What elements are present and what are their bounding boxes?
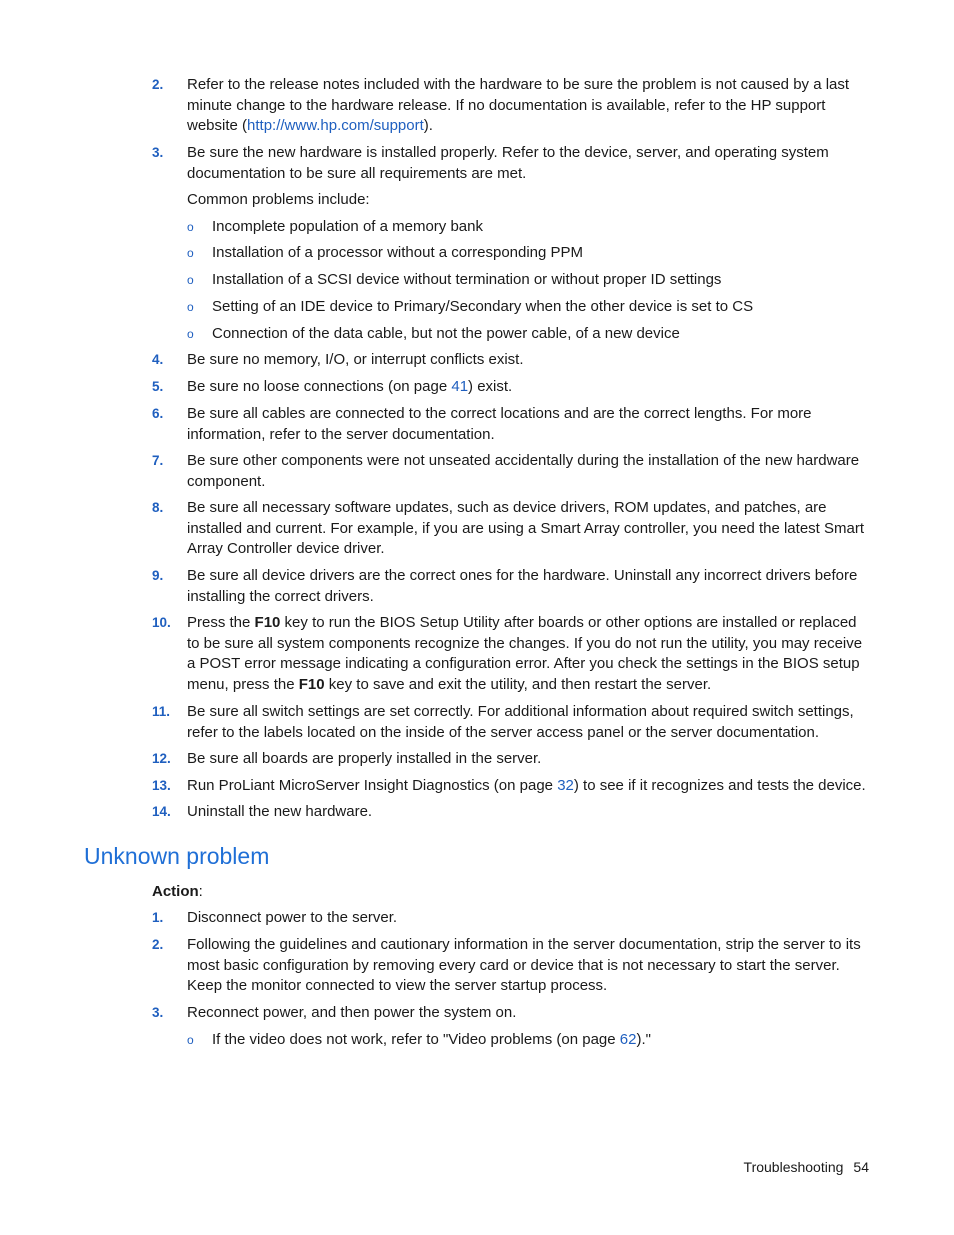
step-text: Be sure all device drivers are the correct ones for the hardware. Uninstall any incorrect drivers before installing the correct drivers.: [187, 567, 858, 605]
step-text: Press the F10 key to run the BIOS Setup Utility after boards or other options are installed or replaced to be sure all system components recognize the changes. If you do not run the utility, you may receive a POST error message indicating a configuration error. After you check the settings in the BIOS setup menu, press the F10 key to save and exit the utility, and then restart the server.: [187, 614, 863, 693]
step-text: Be sure other components were not unseated accidentally during the installation of the new hardware component.: [187, 452, 860, 490]
step-number: 2.: [152, 937, 164, 952]
list-item: [152, 776, 872, 797]
list-item: [152, 498, 872, 560]
f10-key: F10: [254, 614, 281, 631]
list-item: [187, 1030, 872, 1051]
list-item: [152, 613, 872, 695]
bullet-text: Incomplete population of a memory bank: [212, 218, 483, 235]
step-number: 4.: [152, 352, 164, 367]
list-item: [152, 451, 872, 492]
page-number: 54: [853, 1159, 869, 1175]
page-32-link[interactable]: 32: [557, 777, 574, 794]
bullet-text: If the video does not work, refer to "Video problems (on page 62).": [212, 1031, 651, 1048]
step-text: Be sure all boards are properly installed in the server.: [187, 750, 542, 767]
page-62-link[interactable]: 62: [619, 1031, 637, 1048]
step-text: Be sure all necessary software updates, such as device drivers, ROM updates, and patches, are installed and current. For example, if you are using a Smart Array controller, you need the latest Smart Array Controller device driver.: [187, 499, 864, 557]
bullet-text: Setting of an IDE device to Primary/Secondary when the other device is set to CS: [212, 298, 754, 315]
step-number: 3.: [152, 145, 164, 160]
bullet-icon: o: [187, 1033, 194, 1047]
list-item: [152, 404, 872, 445]
step-number: 10.: [152, 615, 171, 630]
step-text: Reconnect power, and then power the system on.: [187, 1004, 517, 1021]
step-number: 2.: [152, 77, 164, 92]
page-41-link[interactable]: 41: [451, 378, 469, 395]
step-text: Uninstall the new hardware.: [187, 803, 373, 820]
bullet-text: Installation of a processor without a corresponding PPM: [212, 244, 584, 261]
step-number: 7.: [152, 453, 164, 468]
list-item: [187, 243, 872, 264]
list-item: [152, 377, 872, 398]
list-item: [152, 702, 872, 743]
step-text: Be sure the new hardware is installed properly. Refer to the device, server, and operating system documentation to be sure all requirements are met.: [187, 144, 829, 182]
step-number: 5.: [152, 379, 164, 394]
step-number: 14.: [152, 804, 171, 819]
list-item: [152, 1003, 872, 1024]
list-item: [152, 935, 872, 997]
hp-support-link[interactable]: http://www.hp.com/support: [247, 117, 424, 134]
bullet-text: Connection of the data cable, but not the power cable, of a new device: [212, 325, 680, 342]
step-number: 1.: [152, 910, 164, 925]
f10-key: F10: [298, 675, 325, 693]
step-number: 6.: [152, 406, 164, 421]
step-text: Following the guidelines and cautionary information in the server documentation, strip the server to its most basic configuration by removing every card or device that is not necessary to start the server. Keep the monitor connected to view the server startup process.: [187, 936, 861, 994]
step-text: Be sure all cables are connected to the correct locations and are the correct lengths. For more information, refer to the server documentation.: [187, 405, 812, 443]
step-number: 8.: [152, 500, 164, 515]
list-item: [187, 217, 872, 238]
list-item: [187, 297, 872, 318]
list-item: [152, 75, 872, 137]
step-number: 13.: [152, 778, 171, 793]
step-text: Refer to the release notes included with the hardware to be sure the problem is not caused by a last minute change to the hardware release. If no documentation is available, refer to the HP support website (http://www.hp.com/support).: [187, 76, 850, 134]
step-text: Be sure no memory, I/O, or interrupt conflicts exist.: [187, 351, 524, 368]
list-item: [187, 324, 872, 345]
step-number: 12.: [152, 751, 171, 766]
step-text: Be sure no loose connections (on page 41) exist.: [187, 378, 513, 395]
section-heading: Unknown problem: [84, 843, 270, 869]
step-number: 11.: [152, 704, 171, 719]
bullet-text: Installation of a SCSI device without termination or without proper ID settings: [212, 271, 722, 288]
bullet-icon: o: [187, 273, 194, 287]
bullet-icon: o: [187, 220, 194, 234]
step-text: Disconnect power to the server.: [187, 909, 398, 926]
footer-section: Troubleshooting: [743, 1159, 844, 1175]
list-item: [152, 566, 872, 607]
bullet-icon: o: [187, 300, 194, 314]
page-footer: [734, 1157, 869, 1177]
list-item: [187, 270, 872, 291]
bullet-icon: o: [187, 246, 194, 260]
step-number: 9.: [152, 568, 164, 583]
action-label: Action:: [152, 883, 203, 900]
list-item: [152, 802, 872, 823]
step-text: Run ProLiant MicroServer Insight Diagnostics (on page 32) to see if it recognizes and tests the device.: [187, 777, 866, 794]
list-item: [152, 143, 872, 184]
step-number: 3.: [152, 1005, 164, 1020]
list-item: [152, 908, 872, 929]
common-problems-intro: Common problems include:: [187, 191, 370, 208]
list-item: [152, 749, 872, 770]
list-item: [152, 350, 872, 371]
step-text: Be sure all switch settings are set correctly. For additional information about required switch settings, refer to the labels located on the inside of the server access panel or the server documentation.: [187, 703, 854, 741]
bullet-icon: o: [187, 327, 194, 341]
